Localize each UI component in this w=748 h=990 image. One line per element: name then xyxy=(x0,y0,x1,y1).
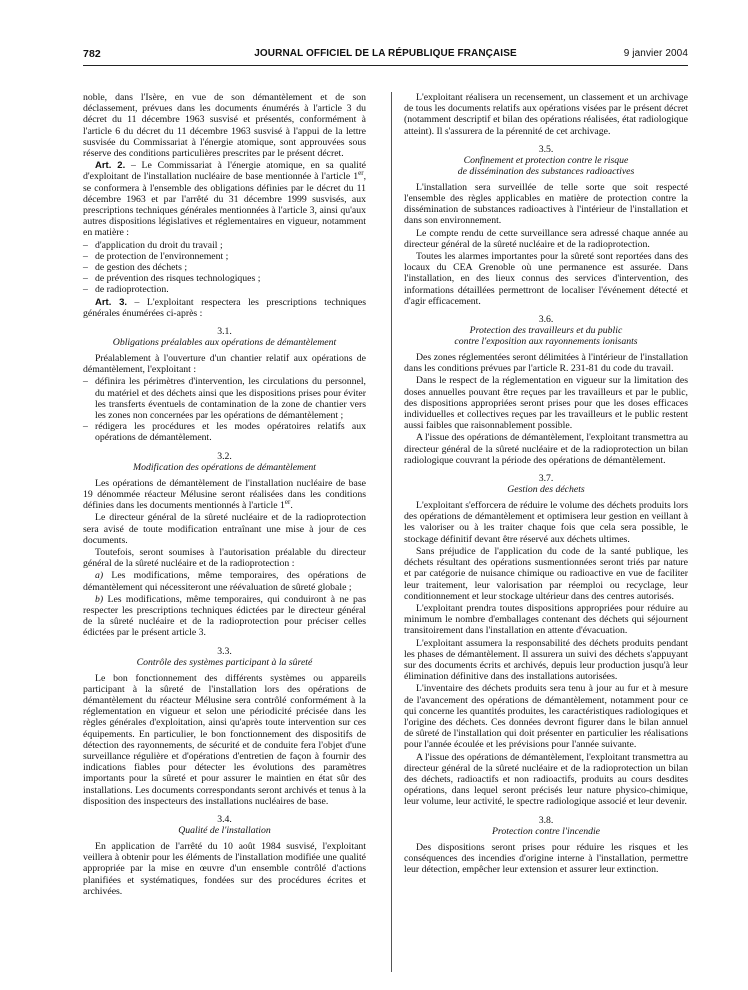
paragraph: Le bon fonctionnement des différents systèmes ou appareils participant à la sûreté de l'installation lors des opérations de démantèlement du réacteur Mélusine sera contrôlé conformément à la réglementation en vigueur et selon une périodicité précisée dans les règles générales d'exploitation, ainsi qu'après toute intervention sur ces équipements. En particulier, le bon fonctionnement des dispositifs de détection des rayonnements, de sécurité et de conduite fera l'objet d'une surveillance régulière et d'opérations d'entretien de façon à fournir des indications fiables pour détecter les évolutions des paramètres importants pour la sûreté et pour assurer le maintien en état sûr des installations. Les documents correspondants seront archivés et tenus à la disposition des inspecteurs des installations nucléaires de base. xyxy=(83,672,366,807)
paragraph: Préalablement à l'ouverture d'un chantier relatif aux opérations de démantèlement, l'exploitant : xyxy=(83,353,366,376)
paragraph: a) Les modifications, même temporaires, des opérations de démantèlement qui nécessiteront une réévaluation de sûreté globale ; xyxy=(83,570,366,593)
paragraph: L'exploitant prendra toutes dispositions appropriées pour réduire au minimum le nombre d'emballages contenant des déchets qui séjournent transitoirement dans l'installation en attente d'évacuation. xyxy=(404,602,688,637)
paragraph: Les opérations de démantèlement de l'installation nucléaire de base 19 dénommée réacteur Mélusine seront réalisées dans les conditions définies dans les documents mentionnés à l'article 1er. xyxy=(83,477,366,512)
paragraph: L'exploitant assumera la responsabilité des déchets produits pendant les phases de démantèlement. Il assurera un suivi des déchets s'appuyant sur des documents écrits et archivés, depuis leur production jusqu'à leur élimination définitive dans des installations autorisées. xyxy=(404,637,688,683)
article-label: Art. 2. xyxy=(95,160,126,172)
page-number: 782 xyxy=(83,48,101,60)
paragraph: L'inventaire des déchets produits sera tenu à jour au fur et à mesure de l'avancement des opérations de démantèlement, notamment pour ce qui concerne les quantités produites, les caractéristiques radiologiques et l'origine des déchets. Ces données devront figurer dans le bilan annuel de sûreté de l'installation qui doit présenter en particulier les réalisations pour l'année écoulée et les prévisions pour l'année suivante. xyxy=(404,683,688,751)
section-heading-3-8: 3.8. Protection contre l'incendie xyxy=(491,814,601,837)
paragraph: Des zones réglementées seront délimitées à l'intérieur de l'installation dans les conditions prévues par l'article R. 231-81 du code du travail. xyxy=(404,352,688,375)
paragraph: Sans préjudice de l'application du code de la santé publique, les déchets résultant des opérations susmentionnées seront triés par nature et par catégorie de nuisance chimique ou radioactive en vue de faciliter leur traitement, leur valorisation par réemploi ou recyclage, leur conditionnement et leur stockage ultérieur dans des centres autorisés. xyxy=(404,545,688,602)
paragraph: Toutefois, seront soumises à l'autorisation préalable du directeur général de la sûreté nucléaire et de la radioprotection : xyxy=(83,546,366,570)
article-2: Art. 2. – Le Commissariat à l'énergie atomique, en sa qualité d'exploitant de l'installation nucléaire de base mentionnée à l'article 1er, se conformera à l'ensemble des obligations définies par le décret du 11 décembre 1963 et par l'arrêté du 31 décembre 1999 susvisés, aux prescriptions techniques générales mentionnées à l'article 3, ainsi qu'aux autres dispositions législatives et réglementaires en vigueur, notamment en matière : xyxy=(83,160,366,239)
paragraph: b) Les modifications, même temporaires, qui conduiront à ne pas respecter les prescriptions techniques édictées par le directeur général de la sûreté nucléaire et de la radioprotection pour préciser celles édictées par le présent article 3. xyxy=(83,593,366,639)
paragraph: Le compte rendu de cette surveillance sera adressé chaque année au directeur général de la sûreté nucléaire et de la radioprotection. xyxy=(404,227,688,250)
paragraph: noble, dans l'Isère, en vue de son démantèlement et de son déclassement, prévues dans les documents énumérés à l'article 3 du décret du 11 décembre 1963 susvisé et présentés, conformément à l'article 6 du décret du 11 décembre 1963 susvisé à l'appui de la lettre susvisée du Commissariat à l'énergie atomique, sont approuvées sous réserve des conditions particulières prescrites par le présent décret. xyxy=(83,92,366,160)
section-heading-3-7: 3.7. Gestion des déchets xyxy=(507,473,585,496)
right-column xyxy=(391,92,688,972)
paragraph: L'installation sera surveillée de telle sorte que soit respecté l'ensemble des règles applicables en matière de protection contre la dissémination de substances radioactives à l'intérieur de l'installation et dans son environnement. xyxy=(404,181,688,227)
section-heading-3-1: 3.1. Obligations préalables aux opérations de démantèlement xyxy=(112,326,337,349)
journal-title: JOURNAL OFFICIEL DE LA RÉPUBLIQUE FRANÇAISE xyxy=(254,48,517,59)
left-column xyxy=(83,92,374,972)
list-item: – de radioprotection. xyxy=(83,284,169,296)
paragraph: A l'issue des opérations de démantèlement, l'exploitant transmettra au directeur général de la sûreté nucléaire et de la radioprotection un bilan des déchets, radioactifs et non radioactifs, produits au cours desdites opérations, dans lequel seront précisés leur nature physico-chimique, leur volume, leur activité, le spectre radiologique associé et leur devenir. xyxy=(404,751,688,808)
section-heading-3-6: 3.6. Protection des travailleurs et du public contre l'exposition aux rayonnements ionisants xyxy=(454,314,638,348)
article-label: Art. 3. xyxy=(95,296,127,308)
text-columns xyxy=(83,92,688,972)
paragraph: Le directeur général de la sûreté nucléaire et de la radioprotection sera avisé de toute modification entraînant une mise à jour de ces documents. xyxy=(83,512,366,546)
list-item: – de gestion des déchets ; xyxy=(83,262,188,274)
paragraph: En application de l'arrêté du 10 août 1984 susvisé, l'exploitant veillera à obtenir pour les éléments de l'installation modifiée une qualité appropriée par la mise en œuvre d'un ensemble contrôlé d'actions planifiées et systématiques, fondées sur des procédures écrites et archivées. xyxy=(83,840,366,897)
paragraph: Des dispositions seront prises pour réduire les risques et les conséquences des incendies d'origine interne à l'installation, permettre leur détection, empêcher leur extension et assurer leur extinction. xyxy=(404,841,688,875)
page-header xyxy=(83,47,688,66)
section-heading-3-2: 3.2. Modification des opérations de démantèlement xyxy=(132,450,317,473)
section-heading-3-5: 3.5. Confinement et protection contre le risque de dissémination des substances radioactives xyxy=(457,143,635,177)
paragraph: L'exploitant s'efforcera de réduire le volume des déchets produits lors des opérations de démantèlement et optimisera leur gestion en veillant à les valoriser ou à les traiter chaque fois que cela sera possible, le stockage définitif devant être réservé aux déchets ultimes. xyxy=(404,500,688,545)
paragraph: A l'issue des opérations de démantèlement, l'exploitant transmettra au directeur général de la sûreté nucléaire et de la radioprotection un bilan radiologique couvrant la période des opérations de démantèlement. xyxy=(404,432,688,466)
section-heading-3-4: 3.4. Qualité de l'installation xyxy=(178,813,271,836)
list-item: – définira les périmètres d'intervention, les circulations du personnel, du matériel et des déchets ainsi que les dispositions prises pour éviter les transferts éventuels de contamination de la zone de chantier vers les zones non concernées par les opérations de démantèlement ; xyxy=(83,376,366,422)
paragraph: L'exploitant réalisera un recensement, un classement et un archivage de tous les documents relatifs aux opérations visées par le présent décret (notamment descriptif et bilan des opérations réalisées, état radiologique atteint). Il s'assurera de la pérennité de cet archivage. xyxy=(404,92,688,137)
section-heading-3-3: 3.3. Contrôle des systèmes participant à la sûreté xyxy=(136,645,313,668)
paragraph: Toutes les alarmes importantes pour la sûreté sont reportées dans des locaux du CEA Grenoble où une permanence est assurée. Dans l'installation, en des lieux connus des services d'intervention, des informations détaillées permettront de localiser l'événement détecté et d'agir efficacement. xyxy=(404,251,688,307)
article-3: Art. 3. – L'exploitant respectera les prescriptions techniques générales énumérées ci-après : xyxy=(83,296,366,319)
section-3-1-list xyxy=(83,376,366,443)
list-item: – rédigera les procédures et les modes opératoires relatifs aux opérations de démantèlement. xyxy=(83,421,366,444)
article-2-list xyxy=(83,240,366,296)
publication-date: 9 janvier 2004 xyxy=(623,48,688,59)
paragraph: Dans le respect de la réglementation en vigueur sur la limitation des doses annuelles pouvant être reçues par les travailleurs et par le public, des dispositions appropriées seront prises pour que les doses efficaces individuelles et collectives reçues par les travailleurs et le public restent aussi faibles que raisonnablement possible. xyxy=(404,375,688,432)
list-item: – d'application du droit du travail ; xyxy=(83,239,223,251)
list-item: – de prévention des risques technologiques ; xyxy=(83,273,261,285)
list-item: – de protection de l'environnement ; xyxy=(83,250,229,262)
